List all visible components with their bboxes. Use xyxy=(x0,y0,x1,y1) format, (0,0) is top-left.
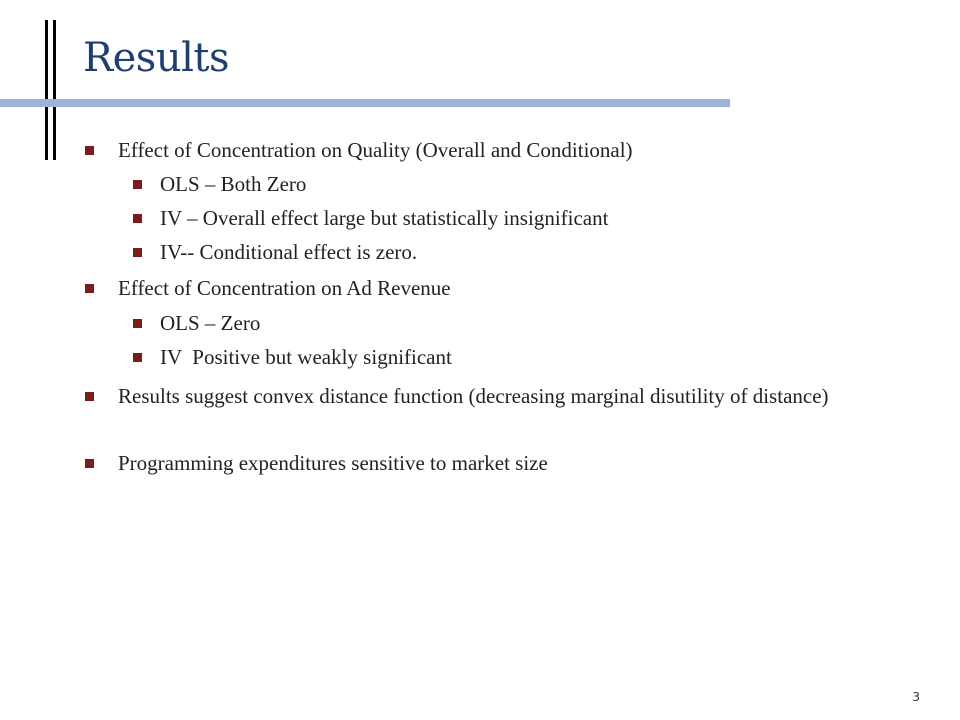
bullet-marker-icon xyxy=(133,214,142,223)
list-item: IV-- Conditional effect is zero. xyxy=(160,240,418,264)
list-item: OLS – Both Zero xyxy=(160,172,307,196)
bullet-marker-icon xyxy=(133,353,142,362)
slide-title: Results xyxy=(83,35,229,81)
list-item: Results suggest convex distance function (decreasing marginal disutility of distance) xyxy=(118,384,829,408)
list-item: IV Positive but weakly significant xyxy=(160,345,452,369)
bullet-marker-icon xyxy=(85,146,94,155)
bullet-marker-icon xyxy=(133,248,142,257)
bullet-marker-icon xyxy=(133,319,142,328)
bullet-marker-icon xyxy=(85,459,94,468)
list-item: OLS – Zero xyxy=(160,311,261,335)
bullet-marker-icon xyxy=(85,284,94,293)
list-item: Programming expenditures sensitive to market size xyxy=(118,451,548,475)
page-number: 3 xyxy=(912,690,920,704)
list-item: Effect of Concentration on Quality (Overall and Conditional) xyxy=(118,138,633,162)
bullet-marker-icon xyxy=(85,392,94,401)
list-item: IV – Overall effect large but statistically insignificant xyxy=(160,206,609,230)
bullet-marker-icon xyxy=(133,180,142,189)
list-item: Effect of Concentration on Ad Revenue xyxy=(118,276,451,300)
